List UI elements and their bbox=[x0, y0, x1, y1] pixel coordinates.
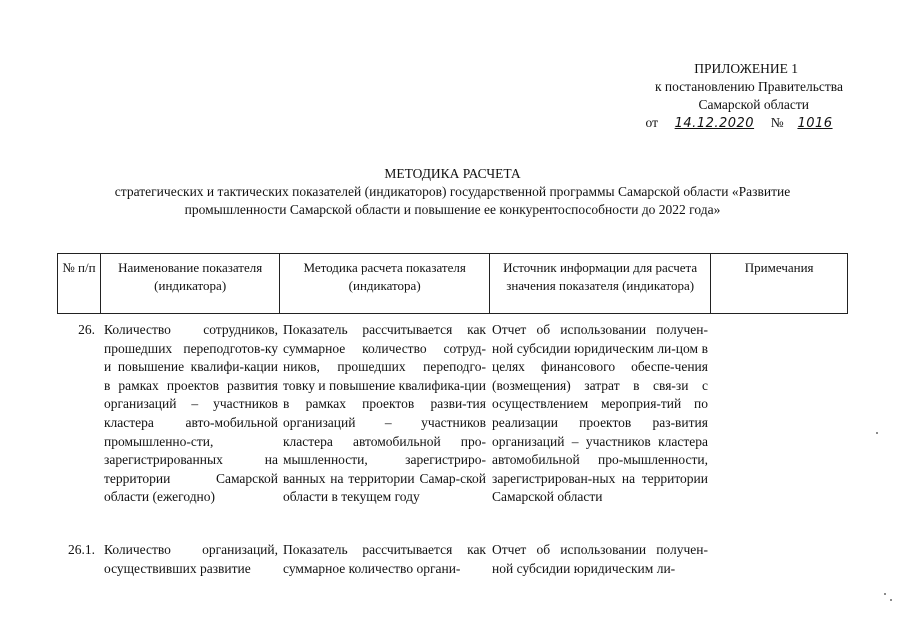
handwritten-number: 1016 bbox=[797, 116, 833, 131]
appendix-date-number-line bbox=[600, 114, 870, 133]
row-notes bbox=[712, 321, 848, 507]
header-calculation-method: Методика расчета показателя (индикатора) bbox=[280, 254, 489, 313]
table-header bbox=[57, 253, 848, 314]
header-information-source: Источник информации для расчета значения показателя (индикатора) bbox=[490, 254, 711, 313]
appendix-resolution-line: к постановлению Правительства bbox=[654, 79, 843, 94]
row-number: 26. bbox=[78, 322, 95, 337]
row-number: 26.1. bbox=[68, 542, 95, 557]
appendix-region-line: Самарской области bbox=[698, 97, 809, 112]
appendix-title: ПРИЛОЖЕНИЕ 1 bbox=[694, 61, 798, 76]
methodology-subtitle-line-2: промышленности Самарской области и повышение ее конкурентоспособности до 2022 года» bbox=[184, 202, 721, 217]
table-row bbox=[57, 541, 848, 578]
number-label: № bbox=[770, 115, 784, 130]
appendix-block bbox=[600, 60, 870, 133]
row-calculation-method: Показатель рассчитывается как суммарное количество органи- bbox=[283, 542, 486, 576]
row-indicator-name: Количество сотрудников, прошедших переподготов-ку и повышение квалифи-кации в рамках проектов развития организаций – участников кластера авто-мобильной промышленно-сти, зарегистрированных на территории Самарской области (ежегодно) bbox=[104, 322, 278, 505]
methodology-subtitle-line-1: стратегических и тактических показателей (индикаторов) государственной программы Самарской области «Развитие bbox=[114, 184, 791, 199]
row-information-source: Отчет об использовании получен-ной субсидии юридическим ли- bbox=[492, 542, 708, 576]
header-number: № п/п bbox=[58, 254, 101, 313]
row-indicator-name: Количество организаций, осуществивших развитие bbox=[104, 542, 278, 576]
scan-speck bbox=[876, 432, 878, 434]
handwritten-date: 14.12.2020 bbox=[674, 116, 755, 131]
row-notes bbox=[712, 541, 848, 578]
row-calculation-method: Показатель рассчитывается как суммарное количество сотруд-ников, прошедших переподго-товку и повышение квалифика-ции в рамках проектов разви-тия организаций – участников кластера автомобильной про-мышленности, зарегистриро-ванных на территории Самар-ской области в текущем году bbox=[283, 322, 486, 505]
scan-speck bbox=[884, 593, 886, 595]
header-indicator-name: Наименование показателя (индикатора) bbox=[101, 254, 281, 313]
methodology-heading: МЕТОДИКА РАСЧЕТА bbox=[384, 166, 521, 181]
header-notes: Примечания bbox=[744, 260, 814, 275]
table-row bbox=[57, 321, 848, 507]
scan-speck bbox=[890, 599, 892, 601]
date-prefix: от bbox=[645, 115, 658, 130]
row-information-source: Отчет об использовании получен-ной субсидии юридическим ли-цом в целях финансового обеспе-чения (возмещения) затрат в свя-зи с осуществлением мероприя-тий по реализации проектов раз-вития организаций – участников кластера автомобильной про-мышленности, зарегистрирован-ных на территории Самарской области bbox=[492, 322, 708, 505]
